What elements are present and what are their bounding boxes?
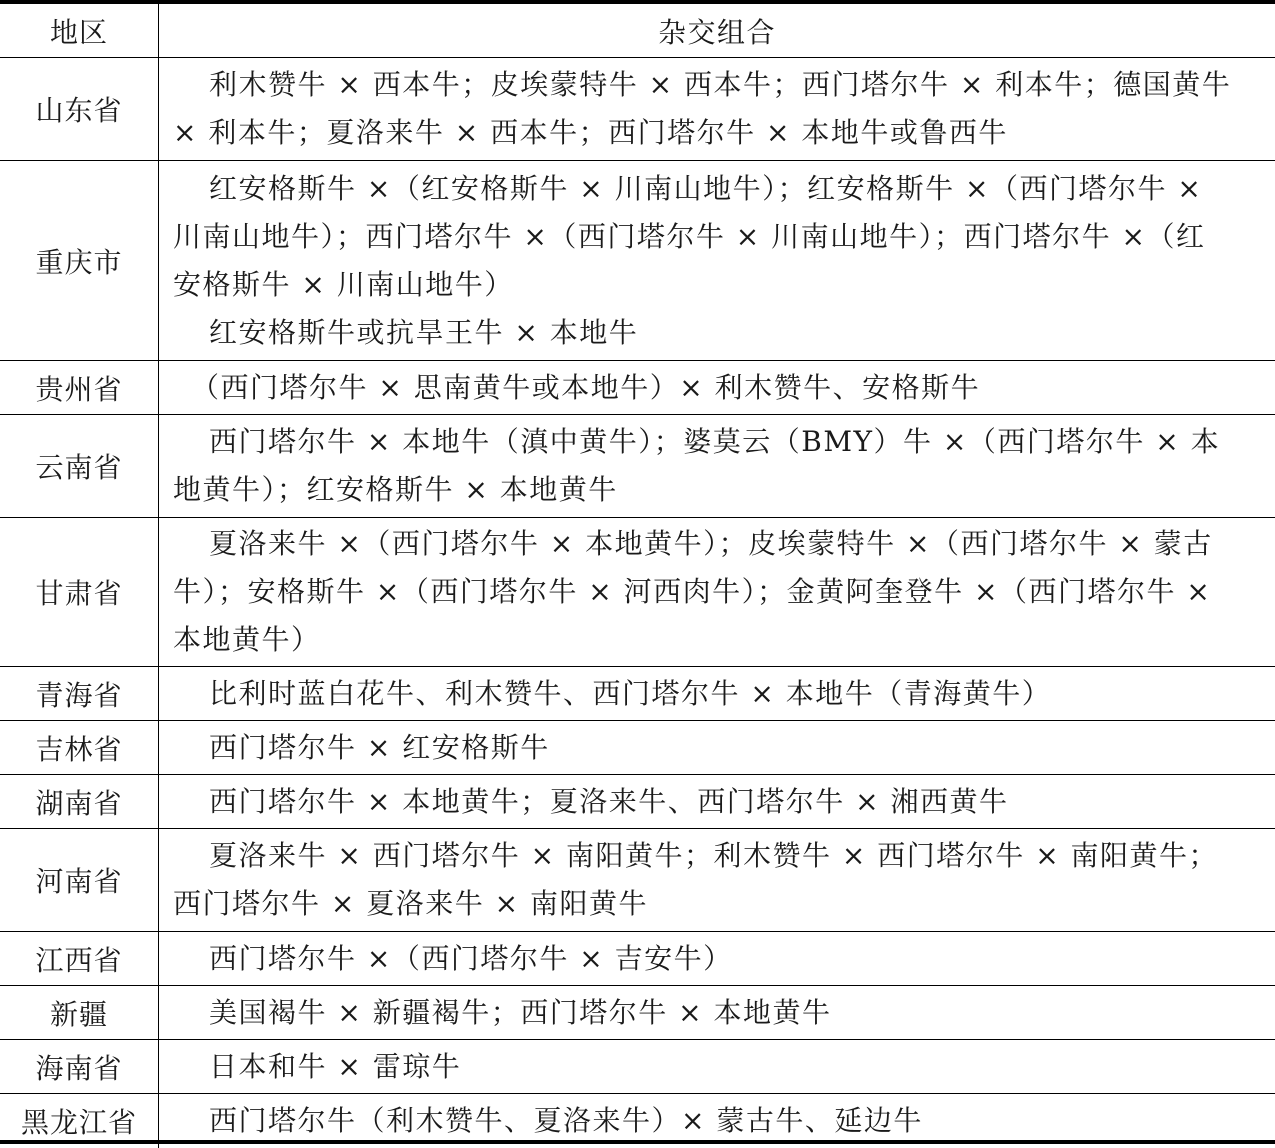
combination-line: 夏洛来牛 × 西门塔尔牛 × 南阳黄牛；利木赞牛 × 西门塔尔牛 × 南阳黄牛；: [209, 839, 1219, 872]
table-row: [0, 415, 1275, 518]
combination-line: 本地黄牛）: [173, 623, 321, 656]
combination-line: 夏洛来牛 ×（西门塔尔牛 × 本地黄牛）；皮埃蒙特牛 ×（西门塔尔牛 × 蒙古: [209, 527, 1213, 560]
combination-cell: [159, 667, 1275, 720]
combination-line: 西门塔尔牛 ×（西门塔尔牛 × 吉安牛）: [209, 941, 733, 975]
table-row: [0, 58, 1275, 161]
table-row: [0, 1094, 1275, 1148]
combination-cell: [159, 1094, 1275, 1148]
combination-cell: [159, 518, 1275, 666]
region-cell: 山东省: [0, 58, 159, 160]
combination-cell: [159, 361, 1275, 414]
combination-line: 红安格斯牛 ×（红安格斯牛 × 川南山地牛）；红安格斯牛 ×（西门塔尔牛 ×: [209, 171, 1203, 205]
combination-line: 西门塔尔牛 × 红安格斯牛: [209, 730, 550, 764]
region-cell: 黑龙江省: [0, 1094, 159, 1148]
combination-cell: [159, 932, 1275, 985]
combination-line: 比利时蓝白花牛、利木赞牛、西门塔尔牛 × 本地牛（青海黄牛）: [209, 676, 1052, 710]
combination-line: × 利本牛；夏洛来牛 × 西本牛；西门塔尔牛 × 本地牛或鲁西牛: [173, 116, 1008, 149]
region-column-header: 地区: [0, 4, 159, 57]
combination-line: 西门塔尔牛（利木赞牛、夏洛来牛）× 蒙古牛、延边牛: [209, 1104, 923, 1137]
region-cell: 河南省: [0, 829, 159, 931]
table-row: [0, 518, 1275, 667]
table-row: [0, 775, 1275, 829]
region-cell: 海南省: [0, 1040, 159, 1093]
region-cell: 吉林省: [0, 721, 159, 774]
region-cell: 云南省: [0, 415, 159, 517]
combination-line: 地黄牛）；红安格斯牛 × 本地黄牛: [173, 473, 618, 506]
region-cell: 青海省: [0, 667, 159, 720]
region-cell: 新疆: [0, 986, 159, 1039]
combination-line: 安格斯牛 × 川南山地牛）: [173, 267, 514, 301]
region-cell: 贵州省: [0, 361, 159, 414]
region-cell: 江西省: [0, 932, 159, 985]
combination-cell: [159, 775, 1275, 828]
combination-cell: [159, 829, 1275, 931]
table-row: [0, 161, 1275, 361]
combination-column-header: [159, 4, 1275, 57]
combination-line: 牛）；安格斯牛 ×（西门塔尔牛 × 河西肉牛）；金黄阿奎登牛 ×（西门塔尔牛 ×: [173, 575, 1212, 608]
region-cell: 甘肃省: [0, 518, 159, 666]
region-cell: 重庆市: [0, 161, 159, 360]
combination-cell: [159, 1040, 1275, 1093]
table-header-row: [0, 4, 1275, 58]
combination-line: 西门塔尔牛 × 夏洛来牛 × 南阳黄牛: [173, 887, 649, 920]
combination-line: 西门塔尔牛 × 本地牛（滇中黄牛）；婆莫云（BMY）牛 ×（西门塔尔牛 × 本: [209, 425, 1221, 458]
table-row: [0, 1040, 1275, 1094]
table-row: [0, 986, 1275, 1040]
combination-cell: [159, 58, 1275, 160]
combination-line: 西门塔尔牛 × 本地黄牛；夏洛来牛、西门塔尔牛 × 湘西黄牛: [209, 784, 1009, 818]
region-cell: 湖南省: [0, 775, 159, 828]
combination-cell: [159, 161, 1275, 360]
table-row: [0, 932, 1275, 986]
combination-line: （西门塔尔牛 × 思南黄牛或本地牛）× 利木赞牛、安格斯牛: [191, 370, 981, 404]
combination-cell: [159, 415, 1275, 517]
combination-line: 日本和牛 × 雷琼牛: [209, 1049, 462, 1083]
combination-line: 红安格斯牛或抗旱王牛 × 本地牛: [209, 315, 639, 349]
table-row: [0, 721, 1275, 775]
combination-line: 川南山地牛）；西门塔尔牛 ×（西门塔尔牛 × 川南山地牛）；西门塔尔牛 ×（红: [173, 219, 1206, 253]
table-row: [0, 361, 1275, 415]
combination-cell: [159, 986, 1275, 1039]
table-row: [0, 667, 1275, 721]
table-row: [0, 829, 1275, 932]
combination-cell: [159, 721, 1275, 774]
combination-header-text: 杂交组合: [657, 15, 776, 49]
combination-line: 利木赞牛 × 西本牛；皮埃蒙特牛 × 西本牛；西门塔尔牛 × 利本牛；德国黄牛: [209, 68, 1232, 101]
combination-line: 美国褐牛 × 新疆褐牛；西门塔尔牛 × 本地黄牛: [209, 995, 832, 1029]
